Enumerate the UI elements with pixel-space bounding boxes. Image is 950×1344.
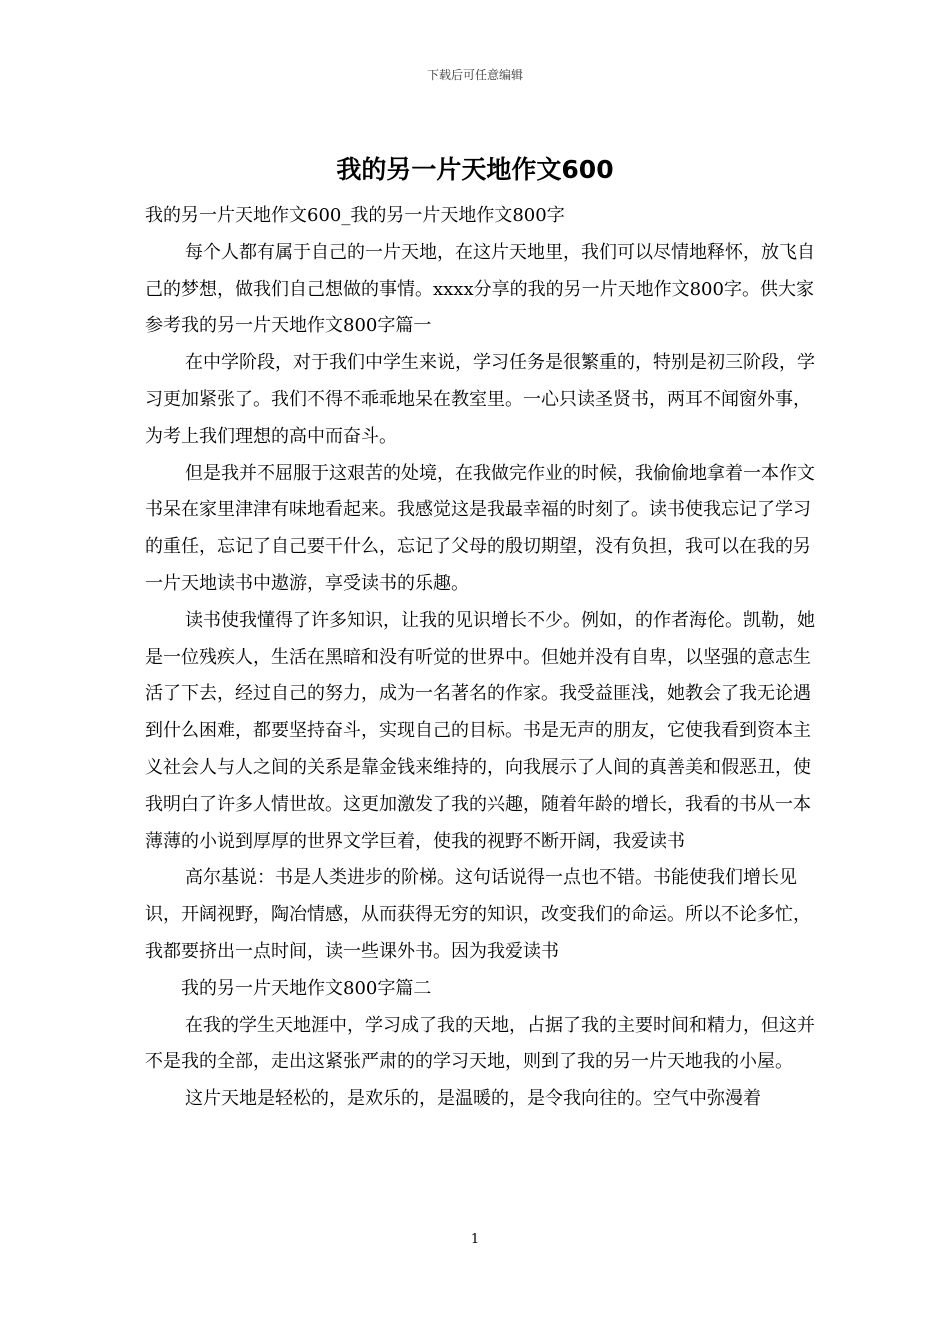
subtitle-line: 我的另一片天地作文600_我的另一片天地作文800字 — [145, 205, 565, 226]
section-heading: 我的另一片天地作文800字篇二 — [181, 977, 432, 999]
paragraph: 在中学阶段，对于我们中学生来说，学习任务是很繁重的，特别是初三阶段，学习更加紧张了。我们不得不乖乖地呆在教室里。一心只读圣贤书，两耳不闻窗外事，为考上我们理想的高中而奋斗。 — [145, 352, 815, 447]
paragraph: 读书使我懂得了许多知识，让我的见识增长不少。例如，的作者海伦。凯勒，她是一位残疾人，生活在黑暗和没有听觉的世界中。但她并没有自卑，以坚强的意志生活了下去，经过自己的努力，成为一名著名的作家。我受益匪浅，她教会了我无论遇到什么困难，都要坚持奋斗，实现自己的目标。书是无声的朋友，它使我看到资本主义社会人与人之间的关系是靠金钱来维持的，向我展示了人间的真善美和假恶丑，使我明白了许多人情世故。这更加激发了我的兴趣，随着年龄的增长，我看的书从一本薄薄的小说到厚厚的世界文学巨着，使我的视野不断开阔，我爱读书 — [145, 609, 815, 852]
paragraph: 这片天地是轻松的，是欢乐的，是温暖的，是令我向往的。空气中弥漫着 — [185, 1088, 761, 1110]
paragraph: 每个人都有属于自己的一片天地，在这片天地里，我们可以尽情地释怀，放飞自己的梦想，做我们自己想做的事情。xxxx分享的我的另一片天地作文800字。供大家参考我的另一片天地作文800字篇一 — [145, 241, 815, 337]
document-title: 我的另一片天地作文600 — [336, 155, 614, 184]
paragraph: 但是我并不屈服于这艰苦的处境，在我做完作业的时候，我偷偷地拿着一本作文书呆在家里津津有味地看起来。我感觉这是我最幸福的时刻了。读书使我忘记了学习的重任，忘记了自己要干什么，忘记了父母的殷切期望，没有负担，我可以在我的另一片天地读书中遨游，享受读书的乐趣。 — [145, 462, 815, 594]
paragraph: 在我的学生天地涯中，学习成了我的天地，占据了我的主要时间和精力，但这并不是我的全部，走出这紧张严肃的的学习天地，则到了我的另一片天地我的小屋。 — [145, 1014, 815, 1073]
page-header: 下载后可任意编辑 — [426, 68, 523, 82]
document-body — [145, 198, 817, 1118]
page-number: 1 — [470, 1232, 480, 1247]
paragraph: 高尔基说：书是人类进步的阶梯。这句话说得一点也不错。书能使我们增长见识，开阔视野，陶冶情感，从而获得无穷的知识，改变我们的命运。所以不论多忙，我都要挤出一点时间，读一些课外书。因为我爱读书 — [145, 867, 811, 962]
